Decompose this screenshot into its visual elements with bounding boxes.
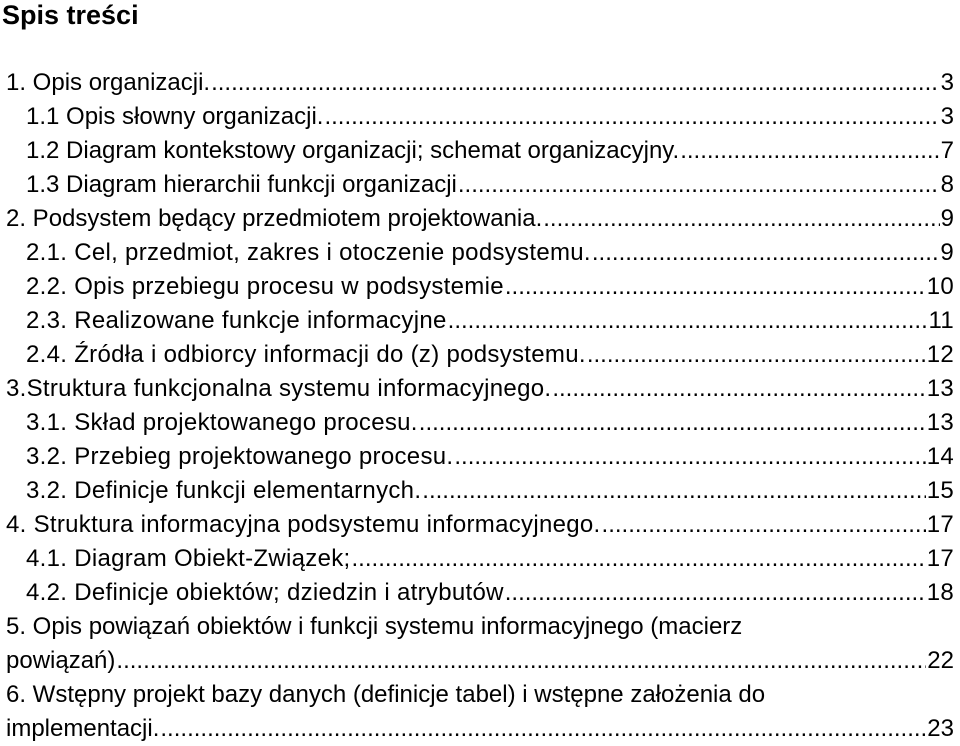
toc-entry[interactable]	[0, 202, 960, 236]
toc-page-number: 11	[928, 307, 954, 334]
toc-page-number: 17	[926, 511, 954, 538]
toc-entry[interactable]	[0, 542, 960, 576]
toc-entry-text: 1.1 Opis słowny organizacji.	[26, 103, 324, 130]
toc-leader	[448, 304, 928, 338]
toc-entry[interactable]	[0, 270, 960, 304]
toc-leader	[552, 372, 925, 406]
toc-entry[interactable]	[0, 508, 960, 542]
toc-entry-text: 2.4. Źródła i odbiorcy informacji do (z) podsystemu.	[26, 341, 586, 368]
toc-leader	[160, 712, 926, 746]
toc-leader	[422, 474, 925, 508]
toc-entry-text: 2.3. Realizowane funkcje informacyjne	[26, 307, 447, 334]
toc-page-number: 14	[926, 443, 954, 470]
toc-entry[interactable]	[0, 236, 960, 270]
table-of-contents	[0, 66, 960, 746]
toc-entry[interactable]	[0, 610, 960, 678]
toc-entry[interactable]	[0, 406, 960, 440]
toc-entry-text-line2: implementacji.	[6, 715, 160, 742]
toc-entry-text: 4. Struktura informacyjna podsystemu informacyjnego.	[6, 511, 601, 538]
toc-entry[interactable]	[0, 338, 960, 372]
toc-page-number: 10	[926, 273, 954, 300]
toc-leader	[602, 508, 926, 542]
toc-leader	[543, 202, 939, 236]
toc-entry[interactable]	[0, 678, 960, 746]
toc-entry-text: 1.2 Diagram kontekstowy organizacji; schemat organizacyjny.	[26, 137, 680, 164]
toc-page-number: 13	[926, 375, 954, 402]
toc-page-number: 8	[940, 171, 954, 198]
toc-page-number: 23	[927, 715, 954, 742]
toc-entry-text-line2: powiązań)	[6, 647, 116, 674]
toc-leader	[211, 66, 940, 100]
toc-page-number: 3	[940, 103, 954, 130]
toc-page-number: 17	[926, 545, 954, 572]
toc-leader	[116, 644, 926, 678]
toc-entry[interactable]	[0, 134, 960, 168]
toc-entry-text: 1.3 Diagram hierarchii funkcji organizacji	[26, 171, 457, 198]
toc-leader	[505, 576, 926, 610]
toc-page-number: 9	[940, 239, 954, 266]
toc-leader	[454, 440, 925, 474]
toc-page-number: 15	[926, 477, 954, 504]
toc-entry-text: 3.Struktura funkcjonalna systemu informacyjnego.	[6, 375, 552, 402]
toc-entry-text: 2. Podsystem będący przedmiotem projektowania.	[6, 205, 543, 232]
toc-entry-text: 3.1. Skład projektowanego procesu.	[26, 409, 418, 436]
toc-entry[interactable]	[0, 474, 960, 508]
toc-entry-text: 1. Opis organizacji.	[6, 69, 211, 96]
toc-leader	[324, 100, 939, 134]
toc-page-number: 3	[940, 69, 954, 96]
toc-entry-text: 4.1. Diagram Obiekt-Związek;	[26, 545, 351, 572]
toc-entry[interactable]	[0, 100, 960, 134]
toc-page-number: 9	[940, 205, 954, 232]
toc-page-number: 12	[926, 341, 954, 368]
toc-entry[interactable]	[0, 66, 960, 100]
toc-entry[interactable]	[0, 304, 960, 338]
toc-entry-text-line1: 5. Opis powiązań obiektów i funkcji systemu informacyjnego (macierz	[6, 613, 743, 640]
toc-page-number: 13	[926, 409, 954, 436]
toc-entry-text: 3.2. Definicje funkcji elementarnych.	[26, 477, 422, 504]
toc-leader	[587, 338, 926, 372]
toc-page-number: 18	[926, 579, 954, 606]
toc-entry-text-line1: 6. Wstępny projekt bazy danych (definicje tabel) i wstępne założenia do	[6, 681, 766, 708]
toc-entry-text: 2.1. Cel, przedmiot, zakres i otoczenie podsystemu.	[26, 239, 591, 266]
toc-leader	[680, 134, 939, 168]
toc-leader	[352, 542, 926, 576]
toc-leader	[592, 236, 939, 270]
toc-entry[interactable]	[0, 440, 960, 474]
toc-leader	[419, 406, 926, 440]
toc-entry[interactable]	[0, 168, 960, 202]
toc-entry[interactable]	[0, 372, 960, 406]
toc-leader	[505, 270, 926, 304]
toc-entry-text: 4.2. Definicje obiektów; dziedzin i atrybutów	[26, 579, 504, 606]
page-title: Spis treści	[2, 0, 139, 30]
toc-page-number: 22	[927, 647, 954, 674]
toc-entry-text: 2.2. Opis przebiegu procesu w podsystemie	[26, 273, 504, 300]
toc-entry-text: 3.2. Przebieg projektowanego procesu.	[26, 443, 454, 470]
toc-page-number: 7	[940, 137, 954, 164]
toc-leader	[458, 168, 940, 202]
toc-entry[interactable]	[0, 576, 960, 610]
